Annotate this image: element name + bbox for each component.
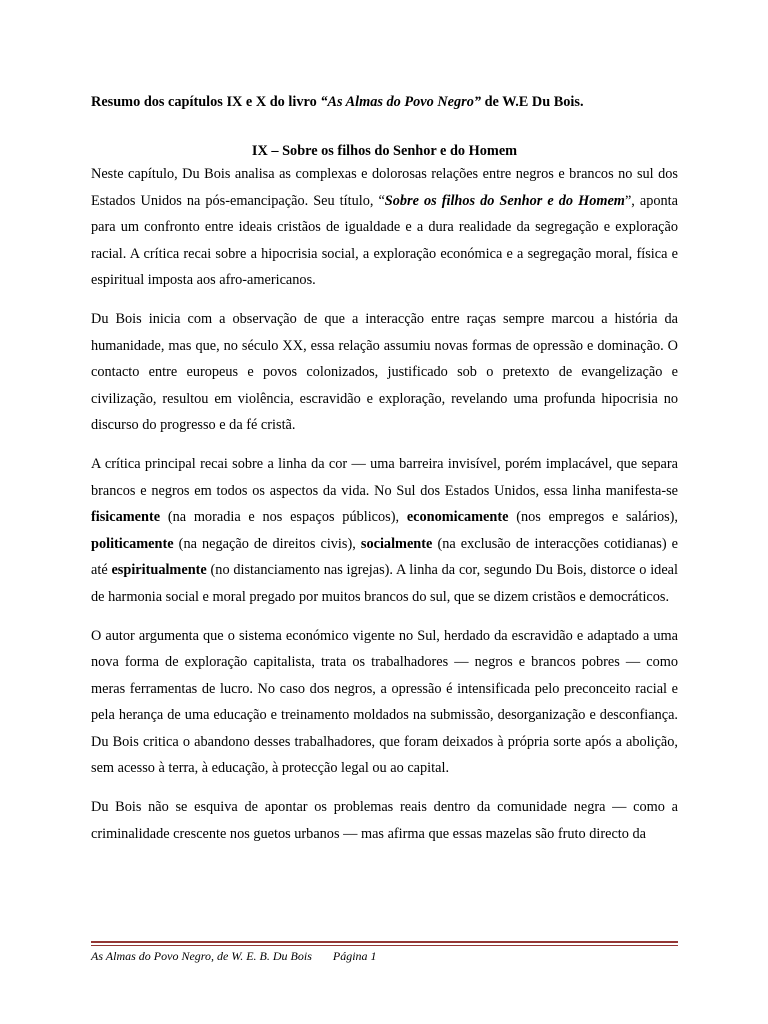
footer-rule-thick [91,941,678,943]
paragraph-4: O autor argumenta que o sistema económico vigente no Sul, herdado da escravidão e adaptado a uma nova forma de exploração capitalista, trata os trabalhadores — negros e brancos pobres — como meras ferramentas de lucro. No caso dos negros, a opressão é intensificada pelo preconceito racial e pela herança de uma educação e treinamento moldados na submissão, desorganização e desconfiança. Du Bois critica o abandono desses trabalhadores, que foram deixados à própria sorte após a abolição, sem acesso à terra, à educação, à protecção legal ou ao capital. [91,627,678,777]
bold-term: socialmente [360,535,433,552]
paragraph-5: Du Bois não se esquiva de apontar os problemas reais dentro da comunidade negra — como a criminalidade crescente nos guetos urbanos — mas afirma que essas mazelas são fruto directo da [91,799,678,842]
paragraph-2: Du Bois inicia com a observação de que a interacção entre raças sempre marcou a história da humanidade, mas que, no século XX, essa relação assumiu novas formas de opressão e dominação. O contacto entre europeus e povos colonizados, justificado sob o pretexto de evangelização e civilização, resultou em violência, escravidão e exploração, revelando uma profunda hipocrisia no discurso do progresso e da fé cristã. [91,310,678,434]
document-title: Resumo dos capítulos IX e X do livro “As Almas do Povo Negro” de W.E Du Bois. [91,94,584,110]
paragraph-3: A crítica principal recai sobre a linha da cor — uma barreira invisível, porém implacável, que separa brancos e negros em todos os aspectos da vida. No Sul dos Estados Unidos, essa linha manifesta-se fisicamente (na moradia e nos espaços públicos), economicamente (nos empregos e salários), politicamente (na negação de direitos civis), socialmente (na exclusão de interacções cotidianas) e até espiritualmente (no distanciamento nas igrejas). A linha da cor, segundo Du Bois, distorce o ideal de harmonia social e moral pregado por muitos brancos do sul, que se dizem cristãos e democráticos. [91,455,679,605]
footer-rule-thin [91,945,678,946]
page-number: Página 1 [332,949,377,963]
footer-book-credit: As Almas do Povo Negro, de W. E. B. Du Bois [91,949,312,963]
chapter-title-emphasis: Sobre os filhos do Senhor e do Homem [384,192,625,209]
book-title: “As Almas do Povo Negro” [320,94,482,110]
bold-term: economicamente [406,509,509,526]
paragraph-1: Neste capítulo, Du Bois analisa as complexas e dolorosas relações entre negros e brancos no sul dos Estados Unidos na pós-emancipação. Seu título, “Sobre os filhos do Senhor e do Homem”, aponta para um confronto entre ideais cristãos de igualdade e a dura realidade da segregação e exploração racial. A crítica recai sobre a hipocrisia social, a exploração económica e a segregação moral, física e espiritual imposta aos afro-americanos. [91,166,678,289]
bold-term: espiritualmente [111,562,207,579]
page-footer [91,948,377,964]
bold-term: politicamente [91,535,174,552]
bold-term: fisicamente [91,509,161,526]
document-body [91,92,678,859]
section-heading: IX – Sobre os filhos do Senhor e do Homem [251,143,518,159]
